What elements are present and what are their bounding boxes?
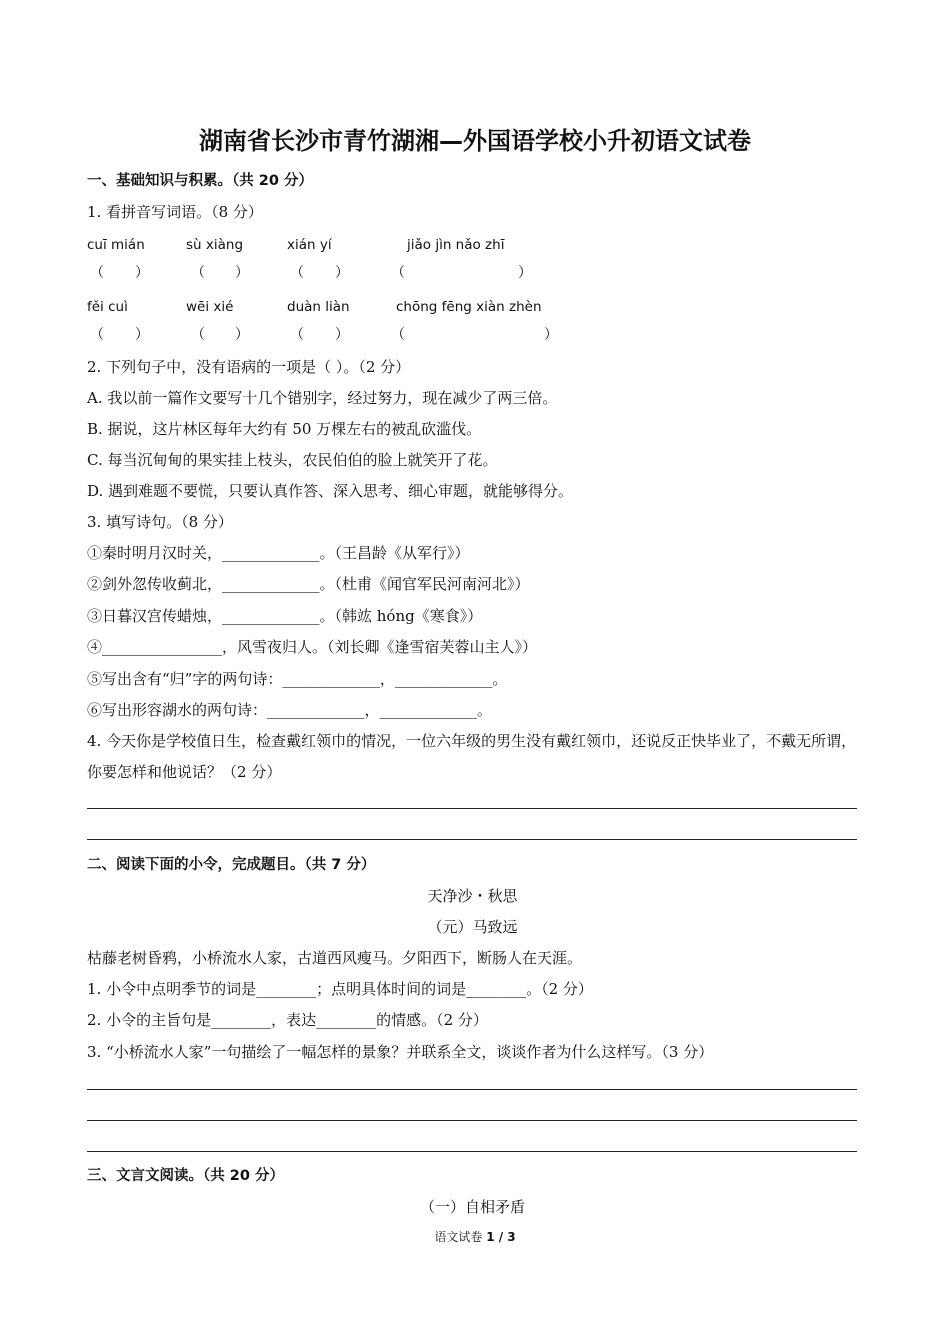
pinyin-item: fěi cuì [87, 299, 128, 315]
q4-prompt: 4. 今天你是学校值日生，检查戴红领巾的情况，一位六年级的男生没有戴红领巾，还说反正快毕业了，不戴无所谓，你要怎样和他说话？（2 分） [87, 732, 857, 781]
poem-fill-item: ②剑外忽传收蓟北，_____________。（杜甫《闻官军民河南河北》） [87, 575, 530, 593]
page-number: 1 / 3 [486, 1230, 516, 1244]
poem-text: 枯藤老树昏鸦，小桥流水人家，古道西风瘦马。夕阳西下，断肠人在天涯。 [87, 949, 583, 967]
q2-option-d: D. 遇到难题不要慌，只要认真作答、深入思考、细心审题，就能够得分。 [87, 482, 574, 500]
section-2-question: 1. 小令中点明季节的词是________；点明具体时间的词是________。（2 分） [87, 980, 593, 998]
q2-option-b: B. 据说，这片林区每年大约有 50 万棵左右的被乱砍滥伐。 [87, 420, 482, 438]
answer-bracket-open: （ [391, 327, 405, 343]
answer-bracket-close: ） [135, 265, 149, 281]
answer-line [87, 808, 857, 809]
answer-bracket-close: ） [235, 265, 249, 281]
answer-bracket-close: ） [335, 265, 349, 281]
poem-fill-item: ④________________，风雪夜归人。（刘长卿《逢雪宿芙蓉山主人》） [87, 638, 538, 656]
page-title: 湖南省长沙市青竹湖湘—外国语学校小升初语文试卷 [199, 127, 751, 155]
poem-title: 天净沙・秋思 [427, 887, 518, 905]
pinyin-item: chōng fēng xiàn zhèn [396, 299, 542, 315]
section-3-subtitle: （一）自相矛盾 [419, 1198, 525, 1216]
pinyin-item: wēi xié [186, 299, 234, 315]
section-3-heading: 三、文言文阅读。（共 20 分） [87, 1168, 285, 1184]
answer-bracket-open: （ [90, 327, 104, 343]
poem-fill-item: ⑥写出形容湖水的两句诗：_____________，_____________。 [87, 701, 493, 719]
poem-fill-item: ①秦时明月汉时关，_____________。（王昌龄《从军行》） [87, 544, 470, 562]
poem-fill-item: ③日暮汉宫传蜡烛，_____________。（韩竑 hóng《寒食》） [87, 607, 483, 625]
answer-bracket-close: ） [518, 265, 532, 281]
page-footer [0, 1229, 950, 1245]
answer-line [87, 1089, 857, 1090]
answer-line [87, 1151, 857, 1152]
answer-line [87, 839, 857, 840]
answer-bracket-close: ） [544, 327, 558, 343]
poem-fill-item: ⑤写出含有“归”字的两句诗：_____________，_____________。 [87, 670, 508, 688]
answer-bracket-close: ） [135, 327, 149, 343]
section-1-heading: 一、基础知识与积累。（共 20 分） [87, 173, 314, 189]
q2-option-c: C. 每当沉甸甸的果实挂上枝头，农民伯伯的脸上就笑开了花。 [87, 451, 498, 469]
answer-bracket-open: （ [191, 265, 205, 281]
answer-bracket-open: （ [290, 265, 304, 281]
pinyin-item: cuī mián [87, 237, 145, 253]
answer-bracket-open: （ [191, 327, 205, 343]
pinyin-item: duàn liàn [287, 299, 350, 315]
answer-line [87, 1120, 857, 1121]
q3-prompt: 3. 填写诗句。（8 分） [87, 513, 233, 531]
answer-bracket-close: ） [235, 327, 249, 343]
answer-bracket-open: （ [290, 327, 304, 343]
answer-bracket-close: ） [335, 327, 349, 343]
answer-bracket-open: （ [391, 265, 405, 281]
q2-prompt: 2. 下列句子中，没有语病的一项是（ ）。（2 分） [87, 358, 411, 376]
footer-label: 语文试卷 [434, 1230, 483, 1244]
pinyin-item: xián yí [287, 237, 332, 253]
section-2-question: 2. 小令的主旨句是________，表达________的情感。（2 分） [87, 1011, 488, 1029]
pinyin-item: jiǎo jìn nǎo zhī [407, 237, 505, 253]
section-2-heading: 二、阅读下面的小令，完成题目。（共 7 分） [87, 857, 376, 873]
q2-option-a: A. 我以前一篇作文要写十几个错别字，经过努力，现在减少了两三倍。 [87, 389, 558, 407]
section-2-question: 3. “小桥流水人家”一句描绘了一幅怎样的景象？并联系全文，谈谈作者为什么这样写。（3 分） [87, 1043, 714, 1061]
answer-bracket-open: （ [90, 265, 104, 281]
poem-author: （元）马致远 [427, 918, 518, 936]
q1-prompt: 1. 看拼音写词语。（8 分） [87, 203, 263, 221]
pinyin-item: sù xiàng [186, 237, 244, 253]
